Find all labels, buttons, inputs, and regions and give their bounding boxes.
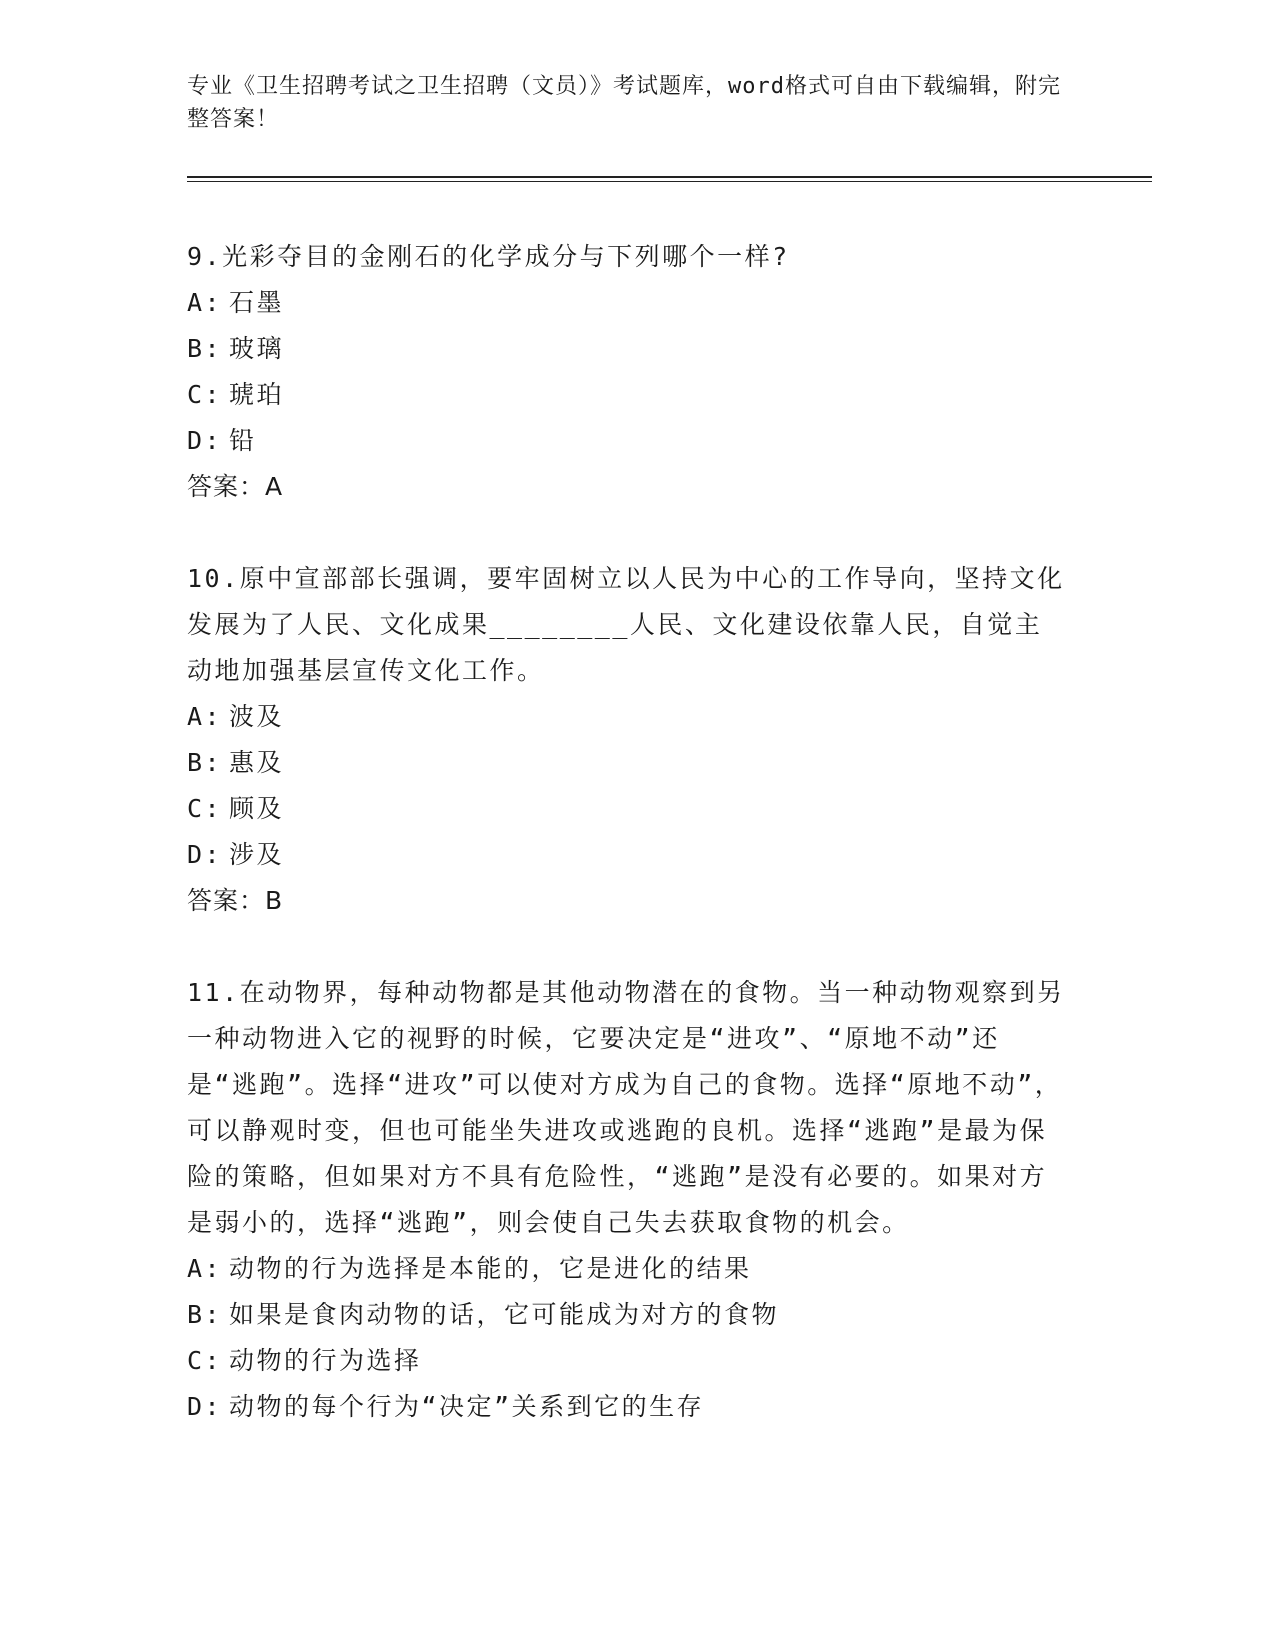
document-header: 专业《卫生招聘考试之卫生招聘（文员）》考试题库，word格式可自由下载编辑，附完整答案！ — [187, 74, 1061, 132]
option-letter: C: — [187, 1346, 223, 1375]
option-letter: A: — [187, 1254, 223, 1283]
question-9 — [187, 234, 1087, 510]
answer-line: 答案：A — [187, 472, 284, 501]
option-d — [187, 832, 1087, 878]
option-letter: C: — [187, 380, 223, 409]
option-text: 惠及 — [229, 748, 285, 777]
option-b — [187, 1292, 1087, 1338]
option-c — [187, 372, 1087, 418]
document-page — [187, 70, 1087, 1430]
option-text: 波及 — [229, 702, 285, 731]
option-text: 动物的行为选择是本能的，它是进化的结果 — [229, 1254, 752, 1283]
option-letter: B: — [187, 334, 223, 363]
option-d — [187, 1384, 1087, 1430]
question-11 — [187, 970, 1087, 1430]
option-c — [187, 786, 1087, 832]
option-text: 如果是食肉动物的话，它可能成为对方的食物 — [229, 1300, 780, 1329]
option-a — [187, 280, 1087, 326]
option-text: 动物的每个行为“决定”关系到它的生存 — [229, 1392, 705, 1421]
option-letter: B: — [187, 748, 223, 777]
option-a — [187, 694, 1087, 740]
option-c — [187, 1338, 1087, 1384]
question-10 — [187, 556, 1087, 924]
option-text: 玻璃 — [229, 334, 285, 363]
option-letter: D: — [187, 426, 223, 455]
option-letter: A: — [187, 288, 223, 317]
option-text: 石墨 — [229, 288, 285, 317]
option-text: 涉及 — [229, 840, 285, 869]
option-d — [187, 418, 1087, 464]
option-letter: A: — [187, 702, 223, 731]
answer-line: 答案：B — [187, 886, 284, 915]
option-letter: C: — [187, 794, 223, 823]
option-text: 铅 — [229, 426, 257, 455]
option-letter: B: — [187, 1300, 223, 1329]
option-b — [187, 326, 1087, 372]
option-text: 顾及 — [229, 794, 285, 823]
header-divider — [187, 176, 1152, 182]
option-text: 琥珀 — [229, 380, 285, 409]
option-b — [187, 740, 1087, 786]
option-a — [187, 1246, 1087, 1292]
question-stem: 11.在动物界，每种动物都是其他动物潜在的食物。当一种动物观察到另一种动物进入它的视野的时候，它要决定是“进攻”、“原地不动”还是“逃跑”。选择“进攻”可以使对方成为自己的食物。选择“原地不动”，可以静观时变，但也可能坐失进攻或逃跑的良机。选择“逃跑”是最为保险的策略，但如果对方不具有危险性，“逃跑”是没有必要的。如果对方是弱小的，选择“逃跑”，则会使自己失去获取食物的机会。 — [187, 978, 1065, 1237]
question-stem: 9.光彩夺目的金刚石的化学成分与下列哪个一样? — [187, 242, 790, 271]
option-letter: D: — [187, 1392, 223, 1421]
option-letter: D: — [187, 840, 223, 869]
question-stem: 10.原中宣部部长强调，要牢固树立以人民为中心的工作导向，坚持文化发展为了人民、文化成果________人民、文化建设依靠人民，自觉主动地加强基层宣传文化工作。 — [187, 564, 1065, 685]
option-text: 动物的行为选择 — [229, 1346, 422, 1375]
